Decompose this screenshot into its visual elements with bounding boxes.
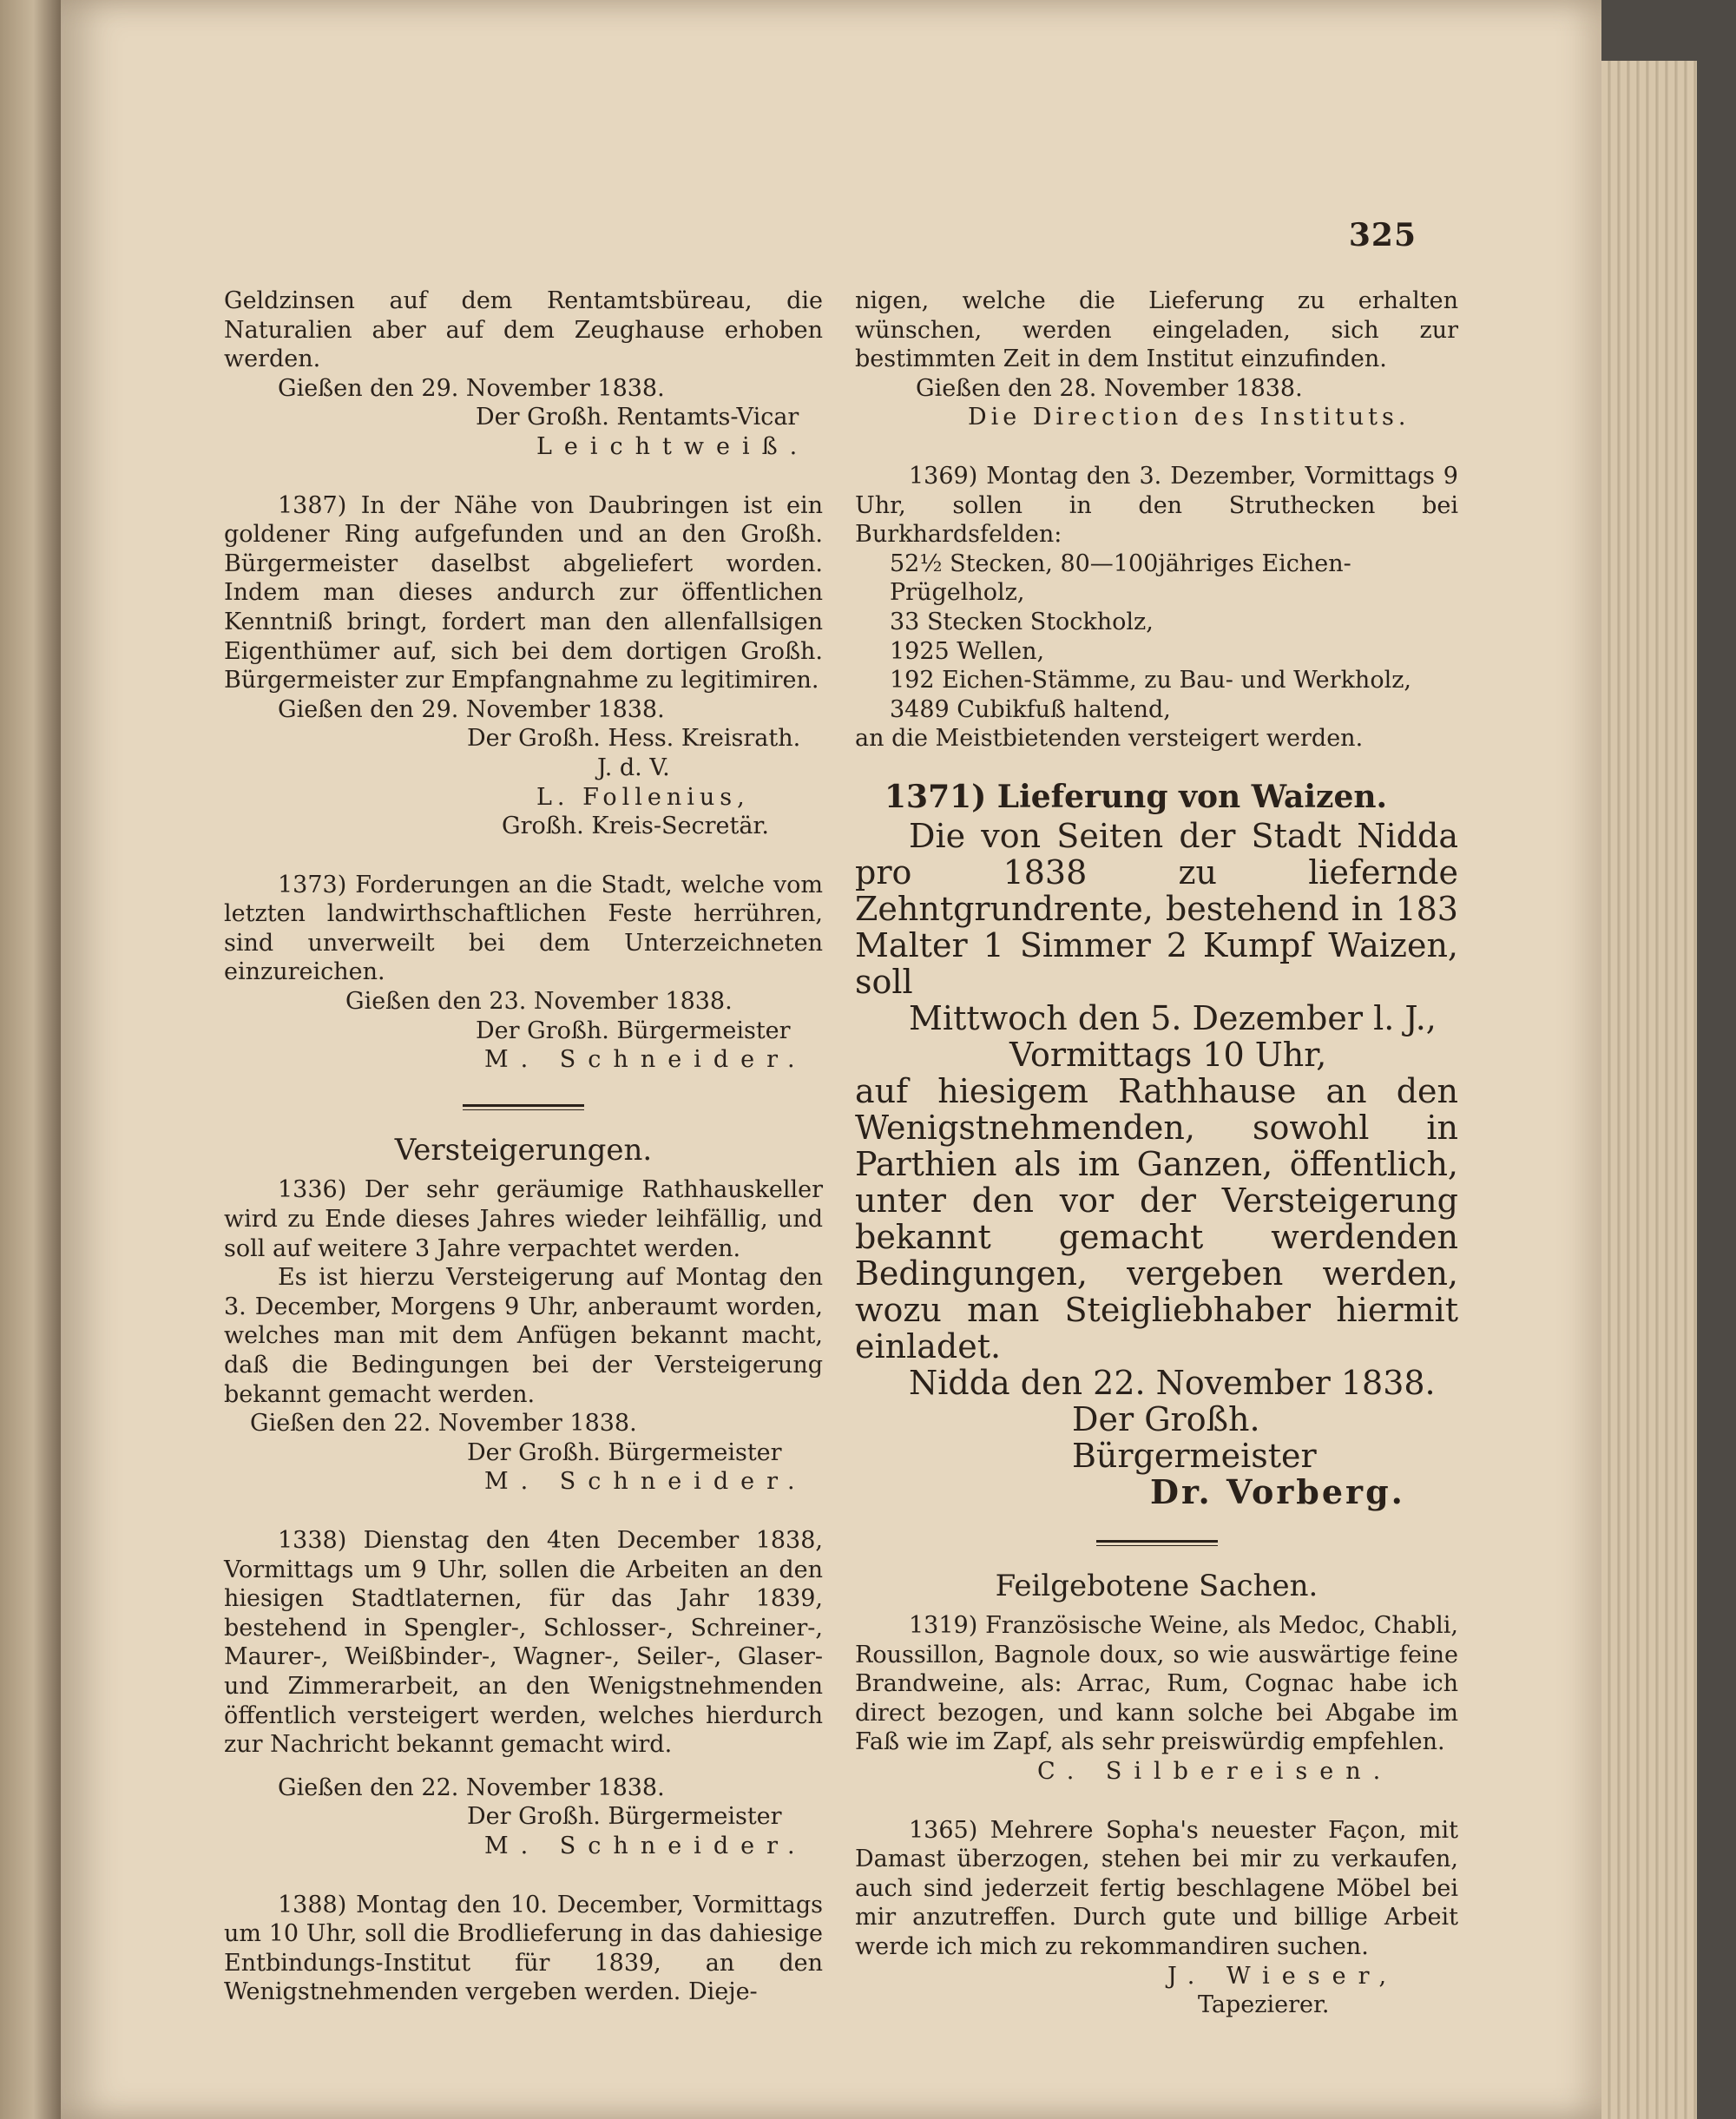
auction-time: Vormittags 10 Uhr, [1009,1035,1327,1074]
signature-title: Der Großh. Bürgermeister [476,1017,791,1044]
signature-name: Leichtweiß. [536,432,810,460]
signature-name: C. Silbereisen. [1037,1758,1393,1786]
signature-note: J. d. V. [597,753,670,781]
notice-1371-heading: 1371) Lieferung von Waizen. [884,778,1388,815]
notice-1336-continued: Es ist hierzu Versteigerung auf Montag den 3. December, Morgens 9 Uhr, anberaumt worden, welches man mit dem Anfügen bekannt macht, daß die Bedingungen bei der Versteigerung bekannt gemacht werden. [224,1264,823,1408]
list-item: 33 Stecken Stockholz, [890,608,1154,635]
wood-list [855,549,1458,725]
continued-text: nigen, welche die Lieferung zu erhalten wünschen, werden eingeladen, sich zur bestimmten Zeit in dem Institut einzufinden. [855,287,1458,373]
signature-name: J. Wieser, [1167,1962,1399,1990]
notice-1365: 1365) Mehrere Sopha's neuester Façon, mit Damast überzogen, stehen bei mir zu verkaufen, auch sind jederzeit fertig beschlagene Möbel bei mir anzutreffen. Durch gute und billige Arbeit werde ich mich zu rekommandiren suchen. [855,1816,1458,1961]
place-date: Gießen den 22. November 1838. [278,1774,665,1801]
previous-page-edge [0,0,61,2119]
signature-name: Dr. Vorberg. [1150,1471,1405,1511]
auction-date: Mittwoch den 5. Dezember l. J., [909,998,1437,1037]
section-divider [463,1104,584,1110]
section-heading-versteigerungen: Versteigerungen. [394,1132,653,1168]
signature-trade: Tapezierer. [1198,1991,1330,2019]
place-date: Gießen den 22. November 1838. [250,1410,637,1438]
signature-title: Der Großh. Bürgermeister [467,1803,782,1831]
page-number: 325 [1348,217,1417,253]
notice-1336: 1336) Der sehr geräumige Rathhauskeller wird zu Ende dieses Jahres wieder leihfällig, und soll auf weitere 3 Jahre verpachtet werden. [224,1176,823,1262]
signature-office: Großh. Kreis-Secretär. [502,813,769,840]
section-divider [1096,1540,1218,1546]
notice-1369: 1369) Montag den 3. Dezember, Vormittags 9 Uhr, sollen in den Struthecken bei Burkhardsfelden: [855,462,1458,549]
notice-1319: 1319) Französische Weine, als Medoc, Chabli, Roussillon, Bagnole doux, so wie auswärtige feine Brandweine, als: Arrac, Rum, Cognac habe ich direct bezogen, und kann solche bei Abgabe im Faß wie im Zapf, als sehr preiswürdig empfehlen. [855,1612,1458,1756]
place-date: Gießen den 29. November 1838. [278,374,665,402]
signature-name: M. Schneider. [484,1832,807,1859]
list-item: 52½ Stecken, 80—100jähriges Eichen-Prügelholz, [890,549,1351,607]
notice-1338: 1338) Dienstag den 4ten December 1838, Vormittags um 9 Uhr, sollen die Arbeiten an den hiesigen Stadtlaternen, für das Jahr 1839, bestehend in Spengler-, Schlosser-, Schreiner-, Maurer-, Weißbinder-, Wagner-, Seiler-, Glaser- und Zimmerarbeit, an den Wenigstnehmenden öffentlich versteigert werden, welches hierdurch zur Nachricht bekannt gemacht wird. [224,1526,823,1759]
signature-title: Der Großh. Hess. Kreisrath. [467,725,801,753]
left-column [224,286,823,2007]
list-item: 1925 Wellen, [890,637,1045,665]
notice-1369-closing: an die Meistbietenden versteigert werden. [855,725,1364,753]
notice-1371: Die von Seiten der Stadt Nidda pro 1838 zu liefernde Zehntgrundrente, bestehend in 183 Malter 1 Simmer 2 Kumpf Waizen, soll [855,816,1458,1001]
notice-1373: 1373) Forderungen an die Stadt, welche vom letzten landwirthschaftlichen Feste herrühren, sind unverweilt bei dem Unterzeichneten einzureichen. [224,871,823,986]
signature-title: Der Großh. Bürgermeister [467,1438,782,1466]
notice-1371-continued: auf hiesigem Rathhause an den Wenigstnehmenden, sowohl in Parthien als im Ganzen, öffentlich, unter den vor der Versteigerung bekannt gemacht werdenden Bedingungen, vergeben werden, wozu man Steigliebhaber hiermit einladet. [855,1071,1458,1366]
section-heading-feilgebotene: Feilgebotene Sachen. [995,1568,1318,1603]
place-date: Gießen den 29. November 1838. [278,695,665,723]
list-item: 192 Eichen-Stämme, zu Bau- und Werkholz, 3489 Cubikfuß haltend, [890,667,1412,723]
signature-name: M. Schneider. [484,1468,807,1496]
signature-name: Die Direction des Instituts. [968,404,1410,431]
page-stack-edges [1601,61,1697,2119]
place-date: Gießen den 28. November 1838. [916,374,1303,402]
signature-name: L. Follenius, [536,783,750,811]
continued-text: Geldzinsen auf dem Rentamtsbüreau, die Naturalien aber auf dem Zeughause erhoben werden. [224,287,823,373]
notice-1387: 1387) In der Nähe von Daubringen ist ein goldener Ring aufgefunden und an den Großh. Bürgermeister daselbst abgeliefert worden. Indem man dieses andurch zur öffentlichen Kenntniß bringt, fordert man den allenfallsigen Eigenthümer auf, sich bei dem dortigen Großh. Bürgermeister zur Empfangnahme zu legitimiren. [224,491,823,694]
place-date: Nidda den 22. November 1838. [909,1363,1436,1402]
notice-1388: 1388) Montag den 10. December, Vormittags um 10 Uhr, soll die Brodlieferung in das dahiesige Entbindungs-Institut für 1839, an den Wenigstnehmenden vergeben werden. Dieje- [224,1891,823,2006]
right-column [855,286,1458,2020]
signature-title: Der Großh. Rentamts-Vicar [476,404,799,431]
signature-title: Der Großh. Bürgermeister [1072,1399,1317,1475]
place-date: Gießen den 23. November 1838. [345,988,733,1016]
signature-name: M. Schneider. [484,1046,807,1074]
